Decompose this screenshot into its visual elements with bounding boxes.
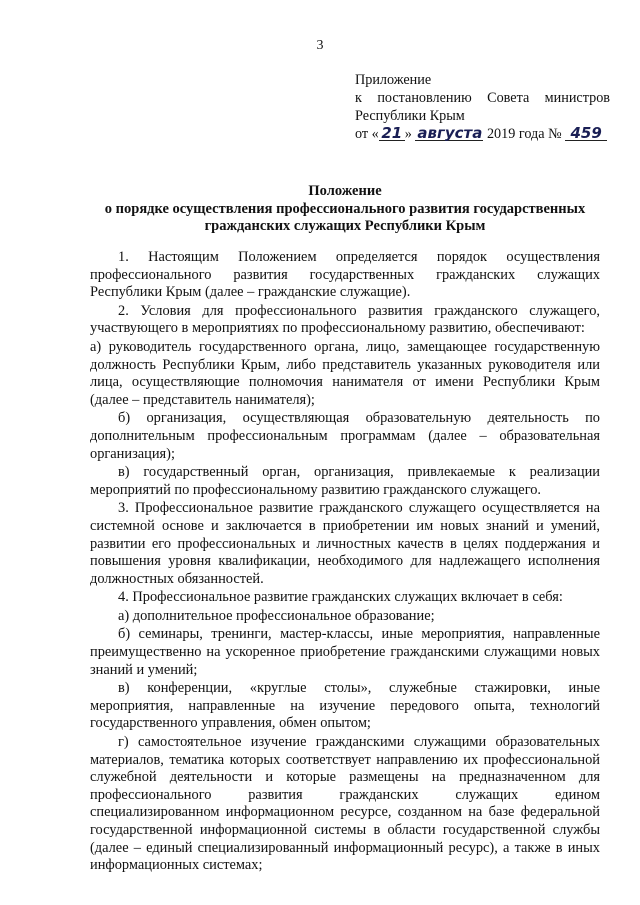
paragraph-4d: г) самостоятельное изучение гражданскими служащими образовательных материалов, тематика которых соответствует направлению их профессиональной служебной деятельности и которые размещены на предназначенном для профессионального развития гражданских служащих едином специализированном информационном ресурсе, созданном на базе федеральной государственной информационной системы в области государственной службы (далее – единый специализированный информационный ресурс), а также в иных информационных системах; (90, 734, 600, 874)
date-year: 2019 года № (486, 126, 562, 142)
document-body (90, 249, 600, 876)
date-prefix: от « (355, 126, 379, 142)
appendix-date-line (355, 125, 610, 143)
handwritten-month: августа (417, 124, 483, 142)
title-line-3: гражданских служащих Республики Крым (204, 218, 486, 234)
paragraph-4b: б) семинары, тренинги, мастер-классы, иные мероприятия, направленные преимущественно на ускоренное приобретение гражданскими служащими новых знаний и умений; (90, 626, 600, 678)
page-number: 3 (316, 38, 324, 53)
paragraph-2b: б) организация, осуществляющая образовательную деятельность по дополнительным профессиональным программам (далее – образовательная организация); (90, 410, 600, 462)
paragraph-2a: а) руководитель государственного органа, лицо, замещающее государственную должность Республики Крым, либо представитель указанных руководителя или лица, осуществляющие полномочия нанимателя от имени Республики Крым (далее – представитель нанимателя); (90, 338, 600, 408)
paragraph-3: 3. Профессиональное развитие гражданского служащего осуществляется на системной основе и заключается в приобретении им новых знаний и умений, развитии его профессиональных и личностных качеств в целях поддержания и повышения уровня квалификации, необходимого для надлежащего исполнения должностных обязанностей. (90, 500, 600, 587)
appendix-republic-line: Республики Крым (355, 108, 465, 124)
appendix-decree-line: к постановлению Совета министров (355, 90, 610, 106)
paragraph-2c: в) государственный орган, организация, привлекаемые к реализации мероприятий по профессиональному развитию гражданского служащего. (90, 464, 600, 498)
paragraph-4a: а) дополнительное профессиональное образование; (118, 607, 435, 624)
handwritten-day: 21 (379, 126, 405, 141)
paragraph-4c: в) конференции, «круглые столы», служебные стажировки, иные мероприятия, направленные на изучение передового опыта, технологий государственного управления, обмен опытом; (90, 680, 600, 732)
paragraph-4: 4. Профессиональное развитие гражданских служащих включает в себя: (118, 589, 563, 606)
paragraph-2: 2. Условия для профессионального развития гражданского служащего, участвующего в мероприятиях по профессиональному развитию, обеспечивают: (90, 302, 600, 337)
paragraph-1: 1. Настоящим Положением определяется порядок осуществления профессионального развития государственных гражданских служащих Республики Крым (далее – гражданские служащие). (90, 249, 600, 301)
title-line-1: Положение (308, 183, 382, 199)
appendix-title: Приложение (355, 72, 432, 88)
document-title (90, 183, 600, 236)
handwritten-doc-number: 459 (565, 126, 607, 141)
date-mid: » (404, 126, 412, 142)
appendix-block (355, 71, 610, 143)
title-line-2: о порядке осуществления профессионального развития государственных (104, 200, 586, 217)
